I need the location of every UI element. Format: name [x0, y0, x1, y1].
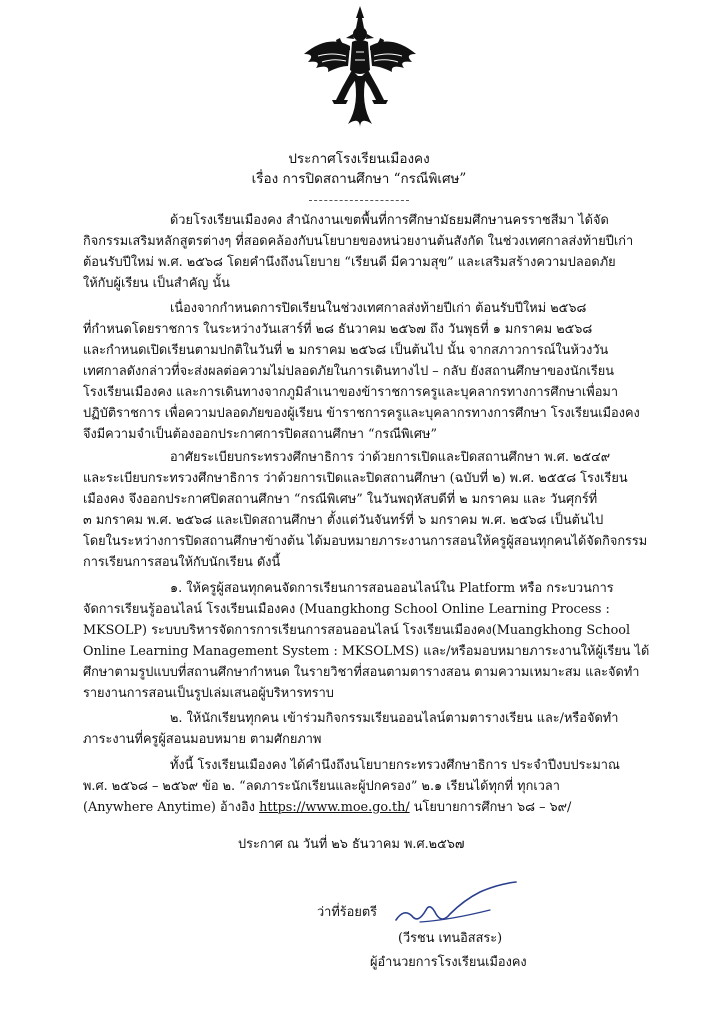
body-line: ให้กับผู้เรียน เป็นสำคัญ นั้น [83, 276, 230, 291]
body-line: Online Learning Management System : MKSOLMS) และ/หรือมอบหมายภาระงานให้ผู้เรียน ได้ [83, 644, 650, 659]
body-line: ๒. ให้นักเรียนทุกคน เข้าร่วมกิจกรรมเรียนออนไลน์ตามตารางเรียน และ/หรือจัดทำ [170, 711, 619, 726]
signer-name: (วีรชน เทนอิสสระ) [398, 931, 503, 946]
body-line: ด้วยโรงเรียนเมืองคง สำนักงานเขตพื้นที่การศึกษามัธยมศึกษานครราชสีมา ได้จัด [170, 213, 609, 228]
body-line: จัดการเรียนรู้ออนไลน์ โรงเรียนเมืองคง (Muangkhong School Online Learning Process : [83, 602, 610, 617]
body-line: โรงเรียนเมืองคง และการเดินทางจากภูมิลำเนาของข้าราชการครูและบุคลากรทางการศึกษาเพื่อมา [83, 385, 619, 400]
body-line: การเรียนการสอนให้กับนักเรียน ดังนี้ [83, 555, 281, 570]
body-line: และระเบียบกระทรวงศึกษาธิการ ว่าด้วยการเปิดและปิดสถานศึกษา (ฉบับที่ ๒) พ.ศ. ๒๕๕๘ โรงเรียน [83, 471, 628, 486]
body-line: ๑. ให้ครูผู้สอนทุกคนจัดการเรียนการสอนออนไลน์ใน Platform หรือ กระบวนการ [170, 581, 614, 596]
body-line: โดยในระหว่างการปิดสถานศึกษาข้างต้น ได้มอบหมายภาระงานการสอนให้ครูผู้สอนทุกคนได้จัดกิจกรรม [83, 534, 648, 549]
divider-line [309, 200, 409, 201]
body-line: ศึกษาตามรูปแบบที่สถานศึกษากำหนด ในรายวิชาที่สอนตามตารางสอน ตามความเหมาะสม และจัดทำ [83, 665, 640, 680]
signer-rank: ว่าที่ร้อยตรี [317, 905, 378, 920]
signer-position: ผู้อำนวยการโรงเรียนเมืองคง [370, 955, 527, 970]
body-line: จึงมีความจำเป็นต้องออกประกาศการปิดสถานศึกษา “กรณีพิเศษ” [83, 427, 438, 442]
body-line: และกำหนดเปิดเรียนตามปกติในวันที่ ๒ มกราคม ๒๕๖๘ เป็นต้นไป นั้น จากสภาวการณ์ในห้วงวัน [83, 343, 609, 358]
body-line: กิจกรรมเสริมหลักสูตรต่างๆ ที่สอดคล้องกับนโยบายของหน่วยงานต้นสังกัด ในช่วงเทศกาลส่งท้ายปีเก่า [83, 234, 634, 249]
body-line: เนื่องจากกำหนดการปิดเรียนในช่วงเทศกาลส่งท้ายปีเก่า ต้อนรับปีใหม่ ๒๕๖๘ [170, 301, 587, 316]
handwritten-signature-icon [390, 880, 520, 930]
body-line: อาศัยระเบียบกระทรวงศึกษาธิการ ว่าด้วยการเปิดและปิดสถานศึกษา พ.ศ. ๒๕๔๙ [170, 450, 611, 465]
announcement-subject: เรื่อง การปิดสถานศึกษา “กรณีพิเศษ” [251, 171, 467, 187]
body-line: ต้อนรับปีใหม่ พ.ศ. ๒๕๖๘ โดยคำนึงถึงนโยบาย “เรียนดี มีความสุข” และเสริมสร้างความปลอดภัย [83, 255, 616, 270]
reference-suffix: นโยบายการศึกษา ๖๘ – ๖๙/ [409, 800, 572, 815]
announcement-date: ประกาศ ณ วันที่ ๒๖ ธันวาคม พ.ศ.๒๕๖๗ [238, 837, 465, 852]
body-line: เทศกาลดังกล่าวที่จะส่งผลต่อความไม่ปลอดภัยในการเดินทางไป – กลับ ยังสถานศึกษาของนักเรียน [83, 364, 614, 379]
body-line: ทั้งนี้ โรงเรียนเมืองคง ได้คำนึงถึงนโยบายกระทรวงศึกษาธิการ ประจำปีงบประมาณ [170, 758, 620, 773]
body-line: รายงานการสอนเป็นรูปเล่มเสนอผู้บริหารทราบ [83, 686, 334, 701]
body-line: ปฏิบัติราชการ เพื่อความปลอดภัยของผู้เรียน ข้าราชการครูและบุคลากรทางการศึกษา โรงเรียนเมืองคง [83, 406, 640, 421]
body-line: ๓ มกราคม พ.ศ. ๒๕๖๘ และเปิดสถานศึกษา ตั้งแต่วันจันทร์ที่ ๖ มกราคม พ.ศ. ๒๕๖๘ เป็นต้นไป [83, 513, 604, 528]
garuda-emblem-icon [298, 4, 422, 130]
body-line: พ.ศ. ๒๕๖๘ – ๒๕๖๙ ข้อ ๒. “ลดภาระนักเรียนและผู้ปกครอง” ๒.๑ เรียนได้ทุกที่ ทุกเวลา [83, 779, 560, 794]
body-line: ที่กำหนดโดยราชการ ในระหว่างวันเสาร์ที่ ๒๘ ธันวาคม ๒๕๖๗ ถึง วันพุธที่ ๑ มกราคม ๒๕๖๘ [83, 322, 593, 337]
body-line: ภาระงานที่ครูผู้สอนมอบหมาย ตามศักยภาพ [83, 732, 322, 747]
reference-line [83, 799, 571, 817]
announcement-title: ประกาศโรงเรียนเมืองคง [288, 151, 430, 167]
body-line: เมืองคง จึงออกประกาศปิดสถานศึกษา “กรณีพิเศษ” ในวันพฤหัสบดีที่ ๒ มกราคม และ วันศุกร์ที่ [83, 492, 598, 507]
reference-prefix: (Anywhere Anytime) อ้างอิง [83, 800, 256, 815]
body-line: MKSOLP) ระบบบริหารจัดการการเรียนการสอนออนไลน์ โรงเรียนเมืองคง(Muangkhong School [83, 623, 631, 638]
moe-link[interactable]: https://www.moe.go.th/ [259, 800, 410, 815]
